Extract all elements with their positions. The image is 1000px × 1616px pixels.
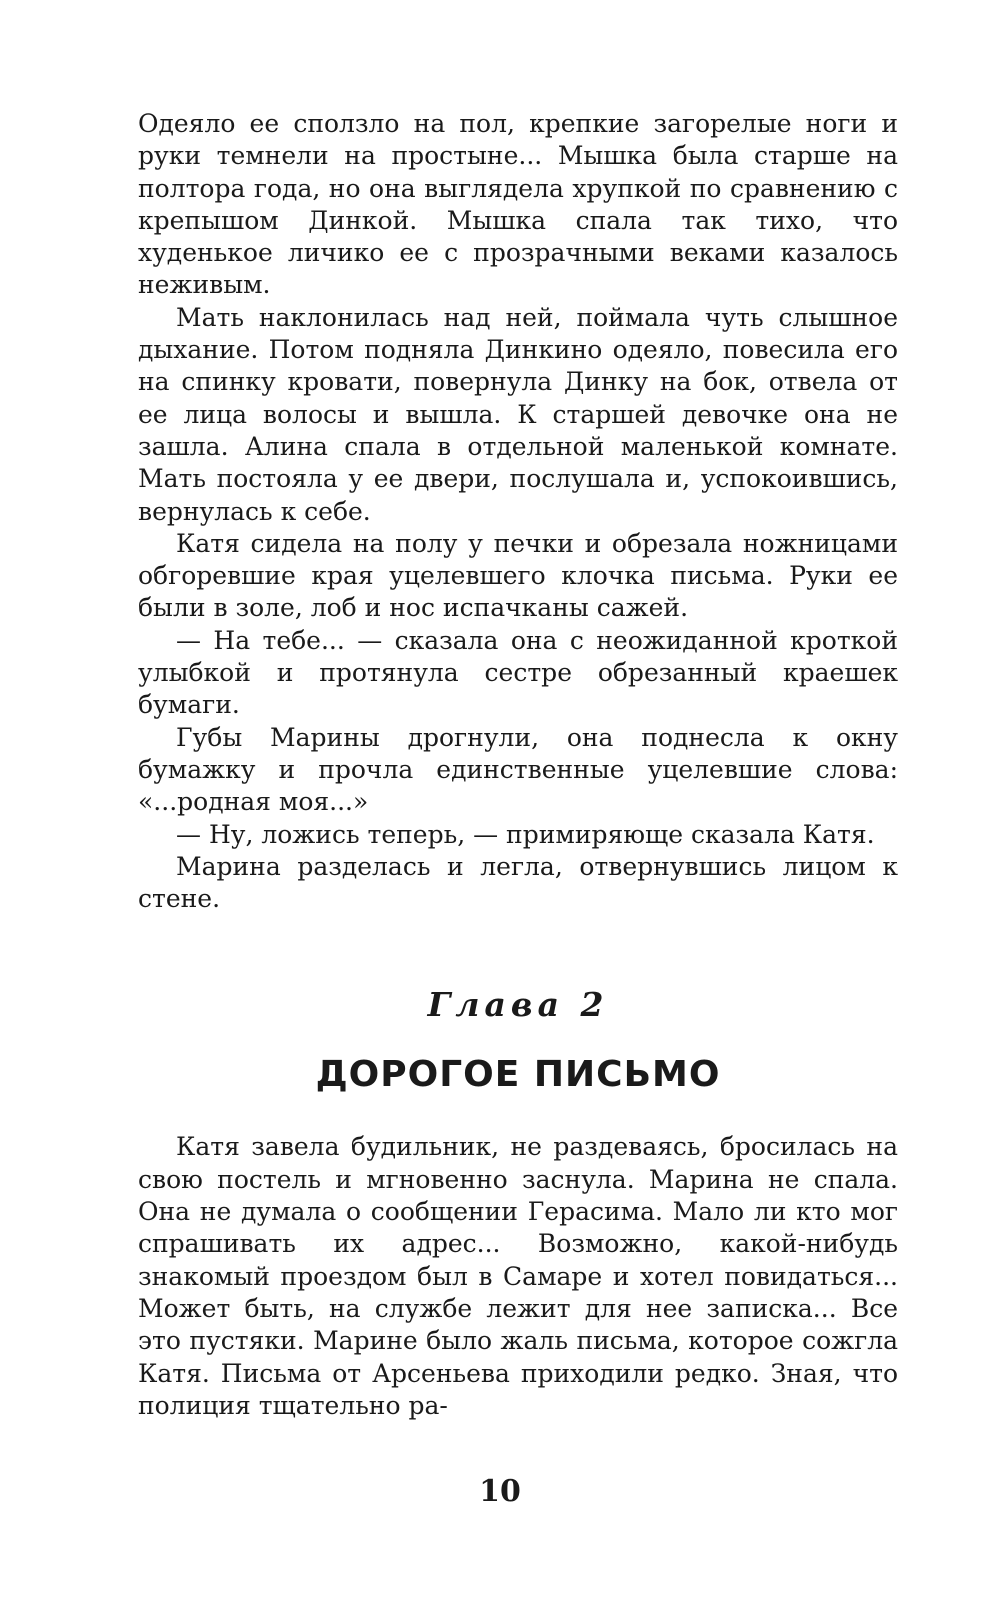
previous-chapter-ending	[138, 108, 898, 915]
chapter-body	[138, 1131, 898, 1422]
paragraph: Мать наклонилась над ней, поймала чуть слышное дыхание. Потом подняла Динкино одеяло, повесила его на спинку кровати, повернула Динку на бок, отвела от ее лица волосы и вышла. К старшей девочке она не зашла. Алина спала в отдельной маленькой комнате. Мать постояла у ее двери, послушала и, успокоившись, вернулась к себе.	[138, 302, 898, 526]
paragraph: Одеяло ее сползло на пол, крепкие загорелые ноги и руки темнели на простыне... Мышка была старше на полтора года, но она выглядела хрупкой по сравнению с крепышом Динкой. Мышка спала так тихо, что худенькое личико ее с прозрачными веками казалось неживым.	[138, 109, 898, 300]
chapter-title: ДОРОГОЕ ПИСЬМО	[315, 1054, 721, 1096]
paragraph: — На тебе... — сказала она с неожиданной кроткой улыбкой и протянула сестре обрезанный краешек бумаги.	[138, 625, 898, 720]
paragraph: Губы Марины дрогнули, она поднесла к окну бумажку и прочла единственные уцелевшие слова: «...родная моя...»	[138, 722, 898, 817]
paragraph: — Ну, ложись теперь, — примиряюще сказала Катя.	[176, 819, 875, 849]
paragraph: Катя сидела на полу у печки и обрезала ножницами обгоревшие края уцелевшего клочка письма. Руки ее были в золе, лоб и нос испачканы сажей.	[138, 528, 898, 623]
paragraph: Катя завела будильник, не раздеваясь, бросилась на свою постель и мгновенно заснула. Марина не спала. Она не думала о сообщении Герасима. Мало ли кто мог спрашивать их адрес... Возможно, какой-нибудь знакомый проездом был в Самаре и хотел повидаться... Может быть, на службе лежит для нее записка... Все это пустяки. Марине было жаль письма, которое сожгла Катя. Письма от Арсеньева приходили редко. Зная, что полиция тщательно ра-	[138, 1132, 898, 1420]
book-page	[138, 108, 898, 1422]
chapter-label: Глава 2	[427, 985, 609, 1025]
paragraph: Марина разделась и легла, отвернувшись лицом к стене.	[138, 851, 898, 914]
page-number: 10	[479, 1474, 521, 1509]
